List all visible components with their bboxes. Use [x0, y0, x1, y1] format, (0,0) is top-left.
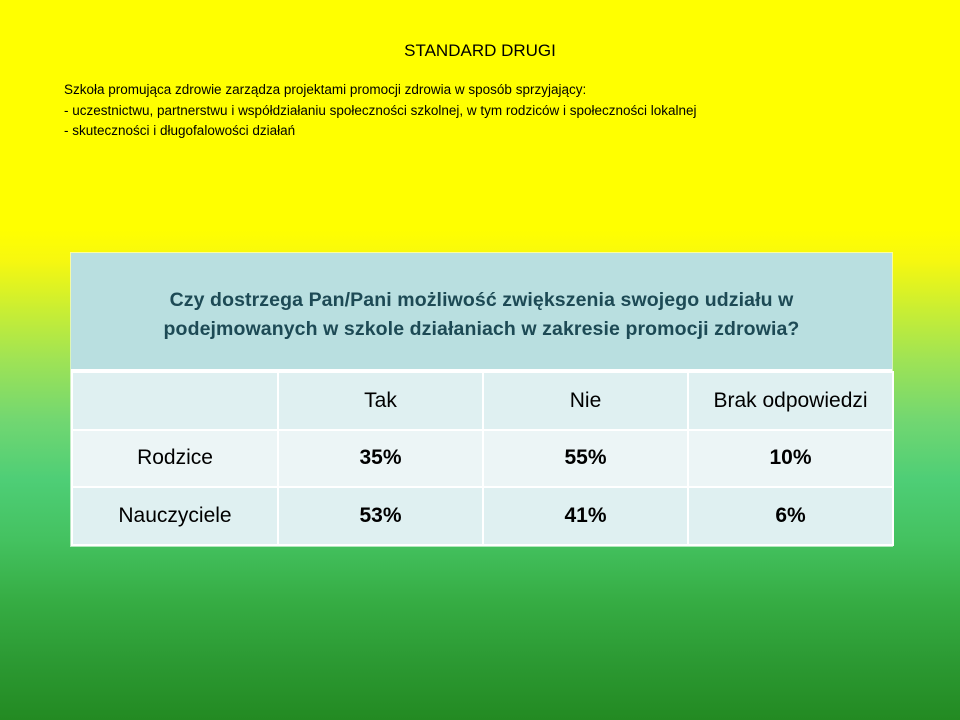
cell-value: 53% [278, 487, 483, 545]
header-cell-tak: Tak [278, 372, 483, 430]
header-cell-empty [72, 372, 278, 430]
intro-bullet-1: - uczestnictwu, partnerstwu i współdziałaniu społeczności szkolnej, w tym rodziców i społeczności lokalnej [64, 102, 697, 118]
intro-lead: Szkoła promująca zdrowie zarządza projektami promocji zdrowia w sposób sprzyjający: [64, 82, 587, 97]
cell-value: 35% [278, 430, 483, 488]
header-cell-nie: Nie [483, 372, 688, 430]
table-row [72, 487, 893, 545]
question-line-2: podejmowanych w szkole działaniach w zakresie promocji zdrowia? [163, 318, 800, 340]
table-row [72, 430, 893, 488]
results-table [71, 371, 894, 546]
row-label-nauczyciele: Nauczyciele [72, 487, 278, 545]
cell-value: 6% [688, 487, 893, 545]
survey-question [71, 253, 892, 371]
question-line-1: Czy dostrzega Pan/Pani możliwość zwiększenia swojego udziału w [169, 289, 794, 311]
cell-value: 10% [688, 430, 893, 488]
header-cell-brak: Brak odpowiedzi [688, 372, 893, 430]
table-header-row [72, 372, 893, 430]
intro-text [64, 80, 697, 142]
survey-card [71, 253, 892, 546]
cell-value: 41% [483, 487, 688, 545]
intro-bullet-2: - skuteczności i długofalowości działań [64, 123, 296, 138]
cell-value: 55% [483, 430, 688, 488]
row-label-rodzice: Rodzice [72, 430, 278, 488]
slide-title: STANDARD DRUGI [404, 41, 556, 60]
